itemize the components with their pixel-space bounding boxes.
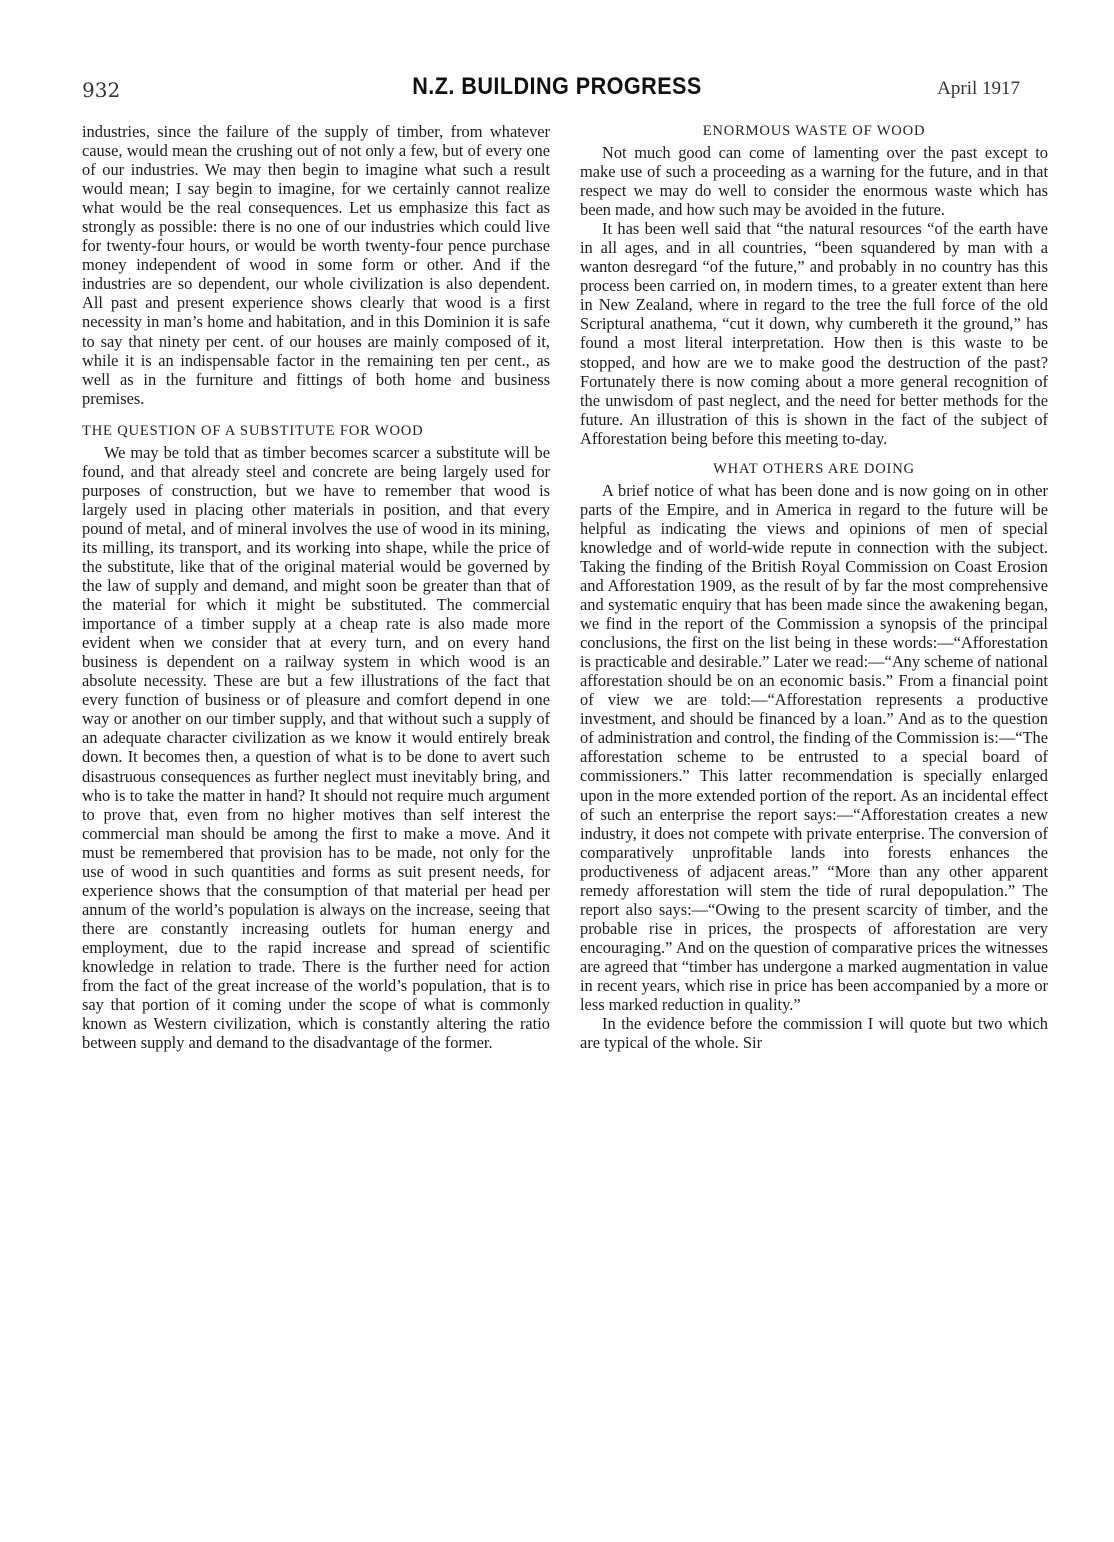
section-heading-substitute: THE QUESTION OF A SUBSTITUTE FOR WOOD — [82, 422, 424, 439]
body-paragraph: Not much good can come of lamenting over the past except to make use of such a proceeding as a warning for the future, and in that respect we may do well to consider the enormous waste which has been made, and how such may be avoided in the future. — [580, 143, 1048, 220]
left-column — [82, 122, 550, 1052]
page-number: 932 — [82, 78, 121, 102]
body-paragraph: It has been well said that “the natural resources “of the earth have in all ages, and in all countries, “been squandered by man with a wanton desregard “of the future,” and probably in no country has this process been carried on, in modern times, to a greater extent than here in New Zealand, where in regard to the tree the full force of the old Scriptural anathema, “cut it down, why cumbereth it the ground,” has found a most literal interpretation. How then is this waste to be stopped, and how are we to make good the destruction of the past? Fortunately there is now coming about a more general recognition of the unwisdom of past neglect, and the need for better methods for the future. An illustration of this is shown in the fact of the subject of Afforestation being before this meeting to-day. — [580, 219, 1048, 448]
body-paragraph: In the evidence before the commission I will quote but two which are typical of the whole. Sir — [580, 1014, 1048, 1053]
body-paragraph: We may be told that as timber becomes scarcer a substitute will be found, and that already steel and concrete are being largely used for purposes of construction, but we have to remember that wood is largely used in placing other materials in position, and that every pound of metal, and of mineral involves the use of wood in its mining, its milling, its transport, and its working into shape, while the price of the substitute, like that of the original material would be governed by the law of supply and demand, and might soon be greater than that of the material for which it might be substituted. The commercial importance of a timber supply at a cheap rate is also made more evident when we consider that at every turn, and on every hand business is dependent on a railway system in which wood is an absolute necessity. These are but a few illustrations of the fact that every function of business or of pleasure and comfort depend in one way or another on our timber supply, and that without such a supply of an adequate character civilization as we know it would entirely break down. It becomes then, a question of what is to be done to avert such disastruous consequences as further neglect must inevitably bring, and who is to take the matter in hand? It should not require much argument to prove that, even from no higher motives than self interest the commercial man should be among the first to make a move. And it must be remembered that provision has to be made, not only for the use of wood in such quantities and forms as suit present needs, for experience shows that the consumption of that material per head per annum of the world’s population is always on the increase, seeing that there are constantly increasing outlets for human energy and employment, due to the rapid increase and spread of scientific knowledge in relation to trade. There is the further need for action from the fact of the great increase of the world’s population, that is to say that portion of it coming under the scope of what is commonly known as Western civilization, which is constantly altering the ratio between supply and demand to the disadvantage of the former. — [82, 442, 550, 1053]
section-heading-others: WHAT OTHERS ARE DOING — [713, 460, 915, 477]
running-header — [82, 70, 1032, 110]
section-heading-waste: ENORMOUS WASTE OF WOOD — [702, 123, 926, 139]
body-paragraph: A brief notice of what has been done and is now going on in other parts of the Empire, and in America in regard to the future will be helpful as indicating the views and opinions of men of special knowledge and of world-wide repute in connection with the subject. Taking the finding of the British Royal Commission on Coast Erosion and Afforestation 1909, as the result of by far the most comprehensive and systematic enquiry that has been made since the awakening began, we find in the report of the Commission a synopsis of the principal conclusions, the first on the list being in these words:—“Afforestation is practicable and desirable.” Later we read:—“Any scheme of national afforestation should be on an economic basis.” From a financial point of view we are told:—“Afforestation represents a productive investment, and should be financed by a loan.” And as to the question of administration and control, the finding of the Commission is:—“The afforestation scheme to be entrusted to a special board of commissioners.” This latter recommendation is specially enlarged upon in the more extended portion of the report. As an incidental effect of such an enterprise the report says:—“Afforestation creates a new industry, it does not compete with private enterprise. The conversion of comparatively unprofitable lands into forests enhances the productiveness of adjacent areas.” “More than any other apparent remedy afforestation will stem the tide of rural depopulation.” The report also says:—“Owing to the present scarcity of timber, and the probable rise in prices, the prospects of afforestation are very encouraging.” And on the question of comparative prices the witnesses are agreed that “timber has undergone a marked augmentation in value in recent years, which rise in price has been accompanied by a more or less marked reduction in quality.” — [580, 480, 1048, 1015]
issue-date: April 1917 — [937, 78, 1020, 99]
right-column — [580, 122, 1048, 1052]
publication-title: N.Z. BUILDING PROGRESS — [412, 73, 702, 100]
body-paragraph: industries, since the failure of the supply of timber, from whatever cause, would mean the crushing out of not only a few, but of every one of our industries. We may then begin to imagine what such a result would mean; I say begin to imagine, for we certainly cannot realize what would be the real consequences. Let us emphasize this fact as strongly as possible: there is no one of our industries which could live for twenty-four hours, or would be worth twenty-four pence purchase money independent of wood in some form or other. And if the industries are so dependent, our whole civilization is also dependent. All past and present experience shows clearly that wood is a first necessity in man’s home and habitation, and in this Dominion it is safe to say that ninety per cent. of our houses are mainly composed of it, while it is an indispensable factor in the remaining ten per cent., as well as in the furniture and fittings of both home and business premises. — [82, 122, 550, 408]
